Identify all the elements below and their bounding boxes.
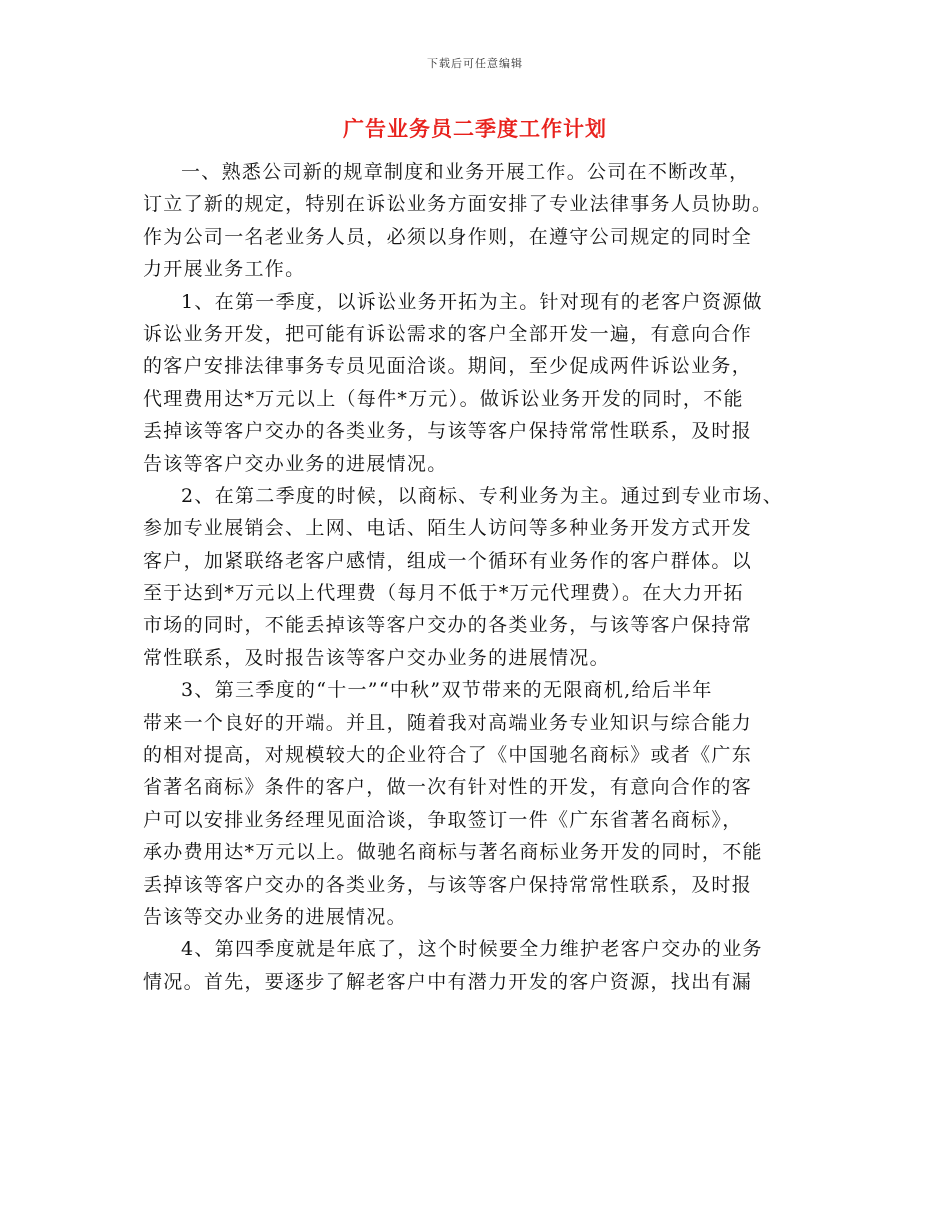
- text-line: 省著名商标》条件的客户，做一次有针对性的开发，有意向合作的客: [143, 776, 753, 799]
- text-line: 承办费用达*万元以上。做驰名商标与著名商标业务开发的同时，不能: [143, 841, 763, 864]
- text-line: 力开展业务工作。: [143, 258, 306, 281]
- text-line: 至于达到*万元以上代理费（每月不低于*万元代理费）。在大力开拓: [143, 582, 744, 605]
- paragraph: [143, 674, 823, 933]
- text-line: 丢掉该等客户交办的各类业务，与该等客户保持常常性联系，及时报: [143, 420, 753, 443]
- text-line: 户可以安排业务经理见面洽谈，争取签订一件《广东省著名商标》，: [143, 808, 743, 831]
- text-line: 带来一个良好的开端。并且，随着我对高端业务专业知识与综合能力: [143, 711, 753, 734]
- text-line: 的客户安排法律事务专员见面洽谈。期间，至少促成两件诉讼业务，: [143, 355, 753, 378]
- text-line: 常性联系，及时报告该等客户交办业务的进展情况。: [143, 646, 610, 669]
- paragraph: [143, 156, 823, 286]
- text-line: 一、熟悉公司新的规章制度和业务开展工作。公司在不断改革，: [181, 161, 750, 183]
- document-body: [143, 156, 823, 998]
- text-line: 订立了新的规定，特别在诉讼业务方面安排了专业法律事务人员协助。: [143, 193, 773, 216]
- paragraph: [143, 480, 823, 674]
- text-line: 代理费用达*万元以上（每件*万元）。做诉讼业务开发的同时，不能: [143, 387, 744, 410]
- text-line: 告该等客户交办业务的进展情况。: [143, 452, 448, 475]
- text-line: 诉讼业务开发，把可能有诉讼需求的客户全部开发一遍，有意向合作: [143, 322, 753, 345]
- text-line: 参加专业展销会、上网、电话、陌生人访问等多种业务开发方式开发: [143, 517, 753, 540]
- paragraph: [143, 933, 823, 998]
- text-line: 情况。首先，要逐步了解老客户中有潜力开发的客户资源，找出有漏: [143, 970, 753, 993]
- text-line: 3、第三季度的“十一”“中秋”双节带来的无限商机,给后半年: [181, 679, 713, 702]
- text-line: 作为公司一名老业务人员，必须以身作则，在遵守公司规定的同时全: [143, 225, 753, 248]
- text-line: 4、第四季度就是年底了，这个时候要全力维护老客户交办的业务: [181, 938, 763, 961]
- header-note: 下载后可任意编辑: [427, 57, 523, 70]
- paragraph: [143, 286, 823, 480]
- text-line: 告该等交办业务的进展情况。: [143, 905, 407, 928]
- text-line: 丢掉该等客户交办的各类业务，与该等客户保持常常性联系，及时报: [143, 873, 753, 896]
- text-line: 客户，加紧联络老客户感情，组成一个循环有业务作的客户群体。以: [143, 549, 753, 572]
- text-line: 2、在第二季度的时候，以商标、专利业务为主。通过到专业市场、: [181, 484, 784, 507]
- document-title: 广告业务员二季度工作计划: [343, 117, 607, 141]
- text-line: 的相对提高，对规模较大的企业符合了《中国驰名商标》或者《广东: [143, 744, 753, 767]
- text-line: 1、在第一季度，以诉讼业务开拓为主。针对现有的老客户资源做: [181, 290, 763, 313]
- text-line: 市场的同时，不能丢掉该等客户交办的各类业务，与该等客户保持常: [143, 614, 753, 637]
